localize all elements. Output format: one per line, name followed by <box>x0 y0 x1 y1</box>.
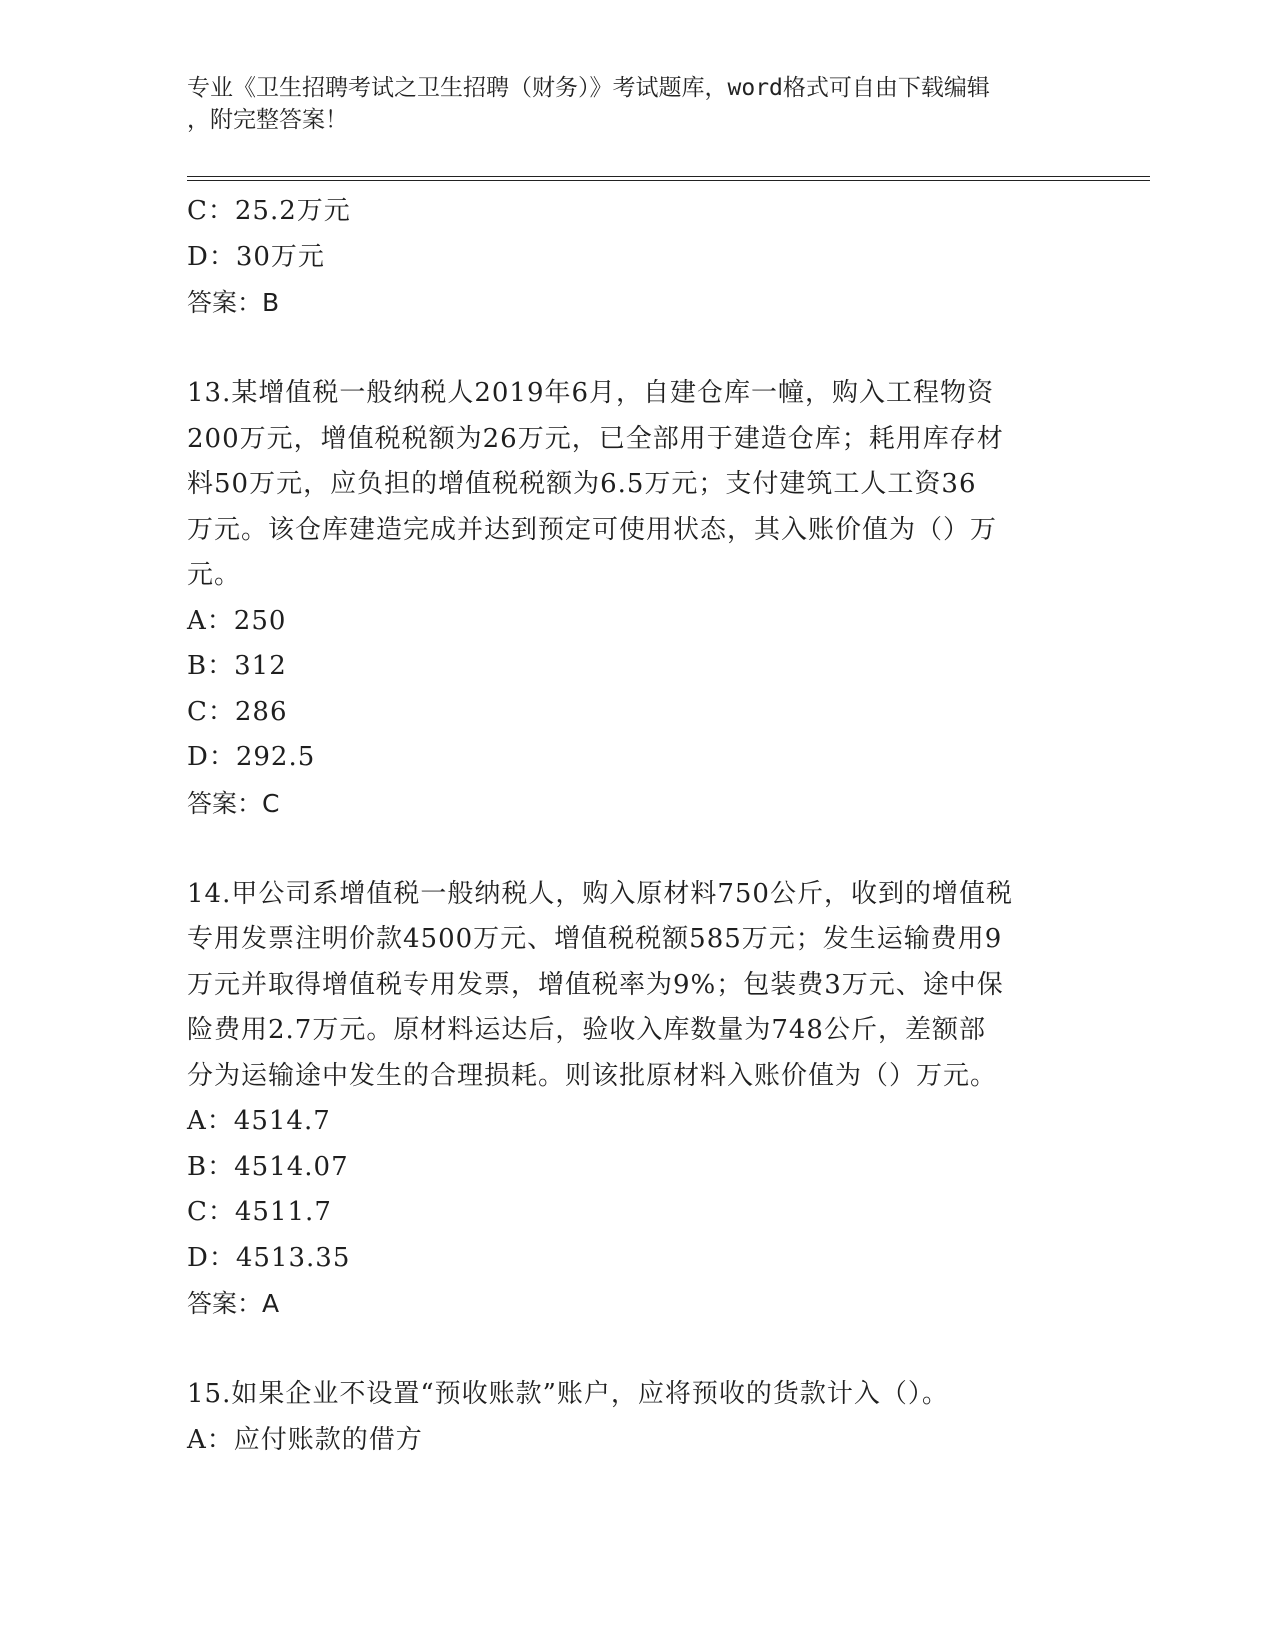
option-c: C：286 <box>187 696 288 727</box>
question-text-line: 分为运输途中发生的合理损耗。则该批原材料入账价值为（）万元。 <box>187 1060 998 1091</box>
question-text-line: 专用发票注明价款4500万元、增值税税额585万元；发生运输费用9 <box>187 924 1003 954</box>
option-a: A：应付账款的借方 <box>187 1424 423 1455</box>
answer-label: 答案：A <box>187 1289 280 1318</box>
question-text-line: 万元。该仓库建造完成并达到预定可使用状态，其入账价值为（）万 <box>187 514 998 545</box>
option-d: D：30万元 <box>187 242 325 272</box>
option-d: D：4513.35 <box>187 1242 351 1273</box>
question-text-line: 13.某增值税一般纳税人2019年6月，自建仓库一幢，购入工程物资 <box>187 378 995 408</box>
question-text-line: 元。 <box>187 560 242 590</box>
option-b: B：4514.07 <box>187 1151 349 1182</box>
question-text-line: 万元并取得增值税专用发票，增值税率为9%；包装费3万元、途中保 <box>187 969 1004 1000</box>
option-c: C：25.2万元 <box>187 196 351 226</box>
question-text-line: 险费用2.7万元。原材料运达后，验收入库数量为748公斤，差额部 <box>187 1015 986 1045</box>
option-a: A：250 <box>187 605 287 636</box>
spacer <box>187 827 1067 872</box>
question-12-continuation <box>187 188 1067 326</box>
question-text-line: 15.如果企业不设置“预收账款”账户，应将预收的货款计入（）。 <box>187 1379 949 1409</box>
question-text-line: 14.甲公司系增值税一般纳税人，购入原材料750公斤，收到的增值税 <box>187 878 1013 909</box>
option-c: C：4511.7 <box>187 1197 332 1227</box>
answer-label: 答案：C <box>187 788 280 818</box>
question-13 <box>187 371 1067 827</box>
spacer <box>187 1327 1067 1372</box>
header-line-1: 专业《卫生招聘考试之卫生招聘（财务）》考试题库，word格式可自由下载编辑 <box>187 75 990 101</box>
option-b: B：312 <box>187 651 287 681</box>
question-15 <box>187 1372 1067 1463</box>
option-a: A：4514.7 <box>187 1106 331 1136</box>
option-d: D：292.5 <box>187 742 316 772</box>
document-body <box>187 188 1067 1463</box>
question-14 <box>187 872 1067 1328</box>
spacer <box>187 326 1067 371</box>
header-divider <box>187 176 1150 181</box>
header-line-2: ，附完整答案！ <box>187 107 348 133</box>
question-text-line: 200万元，增值税税额为26万元，已全部用于建造仓库；耗用库存材 <box>187 423 1004 454</box>
document-header <box>187 72 1067 136</box>
answer-label: 答案：B <box>187 288 280 317</box>
question-text-line: 料50万元，应负担的增值税税额为6.5万元；支付建筑工人工资36 <box>187 469 977 499</box>
